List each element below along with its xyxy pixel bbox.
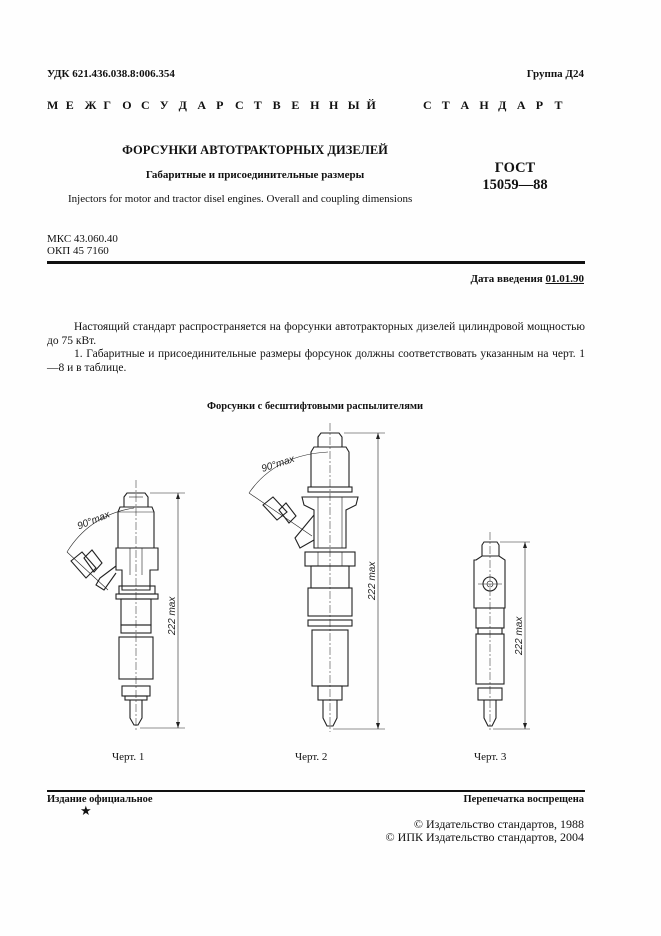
- gost-number: 15059—88: [482, 177, 548, 193]
- group-code: Группа Д24: [526, 68, 584, 80]
- heading-letter: Т: [253, 98, 262, 112]
- drawing-injector-3: [474, 532, 530, 730]
- star-icon: ★: [80, 803, 92, 818]
- heading-letter: Т: [441, 98, 450, 112]
- figures-section-title: Форсунки с бесштифтовыми распылителями: [207, 401, 424, 412]
- figure-1-caption: Черт. 1: [112, 751, 145, 763]
- svg-text:90°max: 90°max: [75, 509, 112, 533]
- mks-code: МКС 43.060.40: [47, 233, 118, 245]
- heading-letter: У: [159, 98, 169, 112]
- footer-divider: [47, 790, 585, 792]
- copyright-2004: © ИПК Издательство стандартов, 2004: [385, 830, 584, 844]
- introduction-date-value: 01.01.90: [545, 273, 584, 285]
- heading-letter: Р: [535, 98, 544, 112]
- heading-letter: С: [234, 98, 244, 112]
- heading-letter: Й: [366, 98, 376, 112]
- svg-text:222 max: 222 max: [367, 561, 378, 600]
- heading-letter: Т: [554, 98, 563, 112]
- copyright-1988: © Издательство стандартов, 1988: [413, 817, 584, 831]
- heading-letter: Е: [65, 98, 74, 112]
- gost-label: ГОСТ: [494, 160, 536, 176]
- heading-letter: Е: [291, 98, 300, 112]
- heading-letter: С: [140, 98, 150, 112]
- heading-letter: Д: [498, 98, 507, 112]
- okp-code: ОКП 45 7160: [47, 245, 109, 257]
- heading-letter: Ы: [347, 98, 360, 112]
- heading-letter: В: [272, 98, 281, 112]
- document-subtitle: Габаритные и присоединительные размеры: [145, 169, 365, 181]
- svg-text:90°max: 90°max: [260, 453, 296, 475]
- heading-letter: О: [122, 98, 132, 112]
- drawing-injector-1: [67, 480, 185, 732]
- drawing-injector-2: [249, 423, 385, 732]
- introduction-date-label: Дата введения: [470, 273, 543, 285]
- figure-2-caption: Черт. 2: [295, 751, 328, 763]
- heading-letter: А: [516, 98, 526, 112]
- english-title: Injectors for motor and tractor disel engines. Overall and coupling dimensions: [68, 193, 413, 205]
- heading-letter: Н: [310, 98, 320, 112]
- heading-letter: Р: [216, 98, 224, 112]
- heading-letter: Г: [103, 98, 112, 112]
- heading-letter: А: [460, 98, 470, 112]
- svg-text:222 max: 222 max: [167, 596, 178, 635]
- udk-code: УДК 621.436.038.8:006.354: [47, 68, 175, 80]
- reprint-prohibited-label: Перепечатка воспрещена: [463, 794, 584, 805]
- heading-letter: Ж: [84, 98, 97, 112]
- official-edition-label: Издание официальное: [47, 794, 153, 805]
- document-title: ФОРСУНКИ АВТОТРАКТОРНЫХ ДИЗЕЛЕЙ: [122, 143, 388, 157]
- paragraph-requirement-1: 1. Габаритные и присоединительные размеры форсунок должны соответствовать указанным на черт. 1—8 и в таблице.: [47, 348, 585, 374]
- heading-letter: С: [422, 98, 432, 112]
- heading-letter: М: [47, 98, 59, 112]
- heading-letter: Д: [178, 98, 187, 112]
- figure-3-caption: Черт. 3: [474, 751, 507, 763]
- svg-text:222 max: 222 max: [514, 616, 525, 655]
- heading-letter: А: [197, 98, 207, 112]
- paragraph-scope: Настоящий стандарт распространяется на форсунки автотракторных дизелей цилиндровой мощностью до 75 кВт.: [47, 321, 585, 347]
- heading-letter: Н: [328, 98, 339, 112]
- heading-letter: Н: [479, 98, 489, 112]
